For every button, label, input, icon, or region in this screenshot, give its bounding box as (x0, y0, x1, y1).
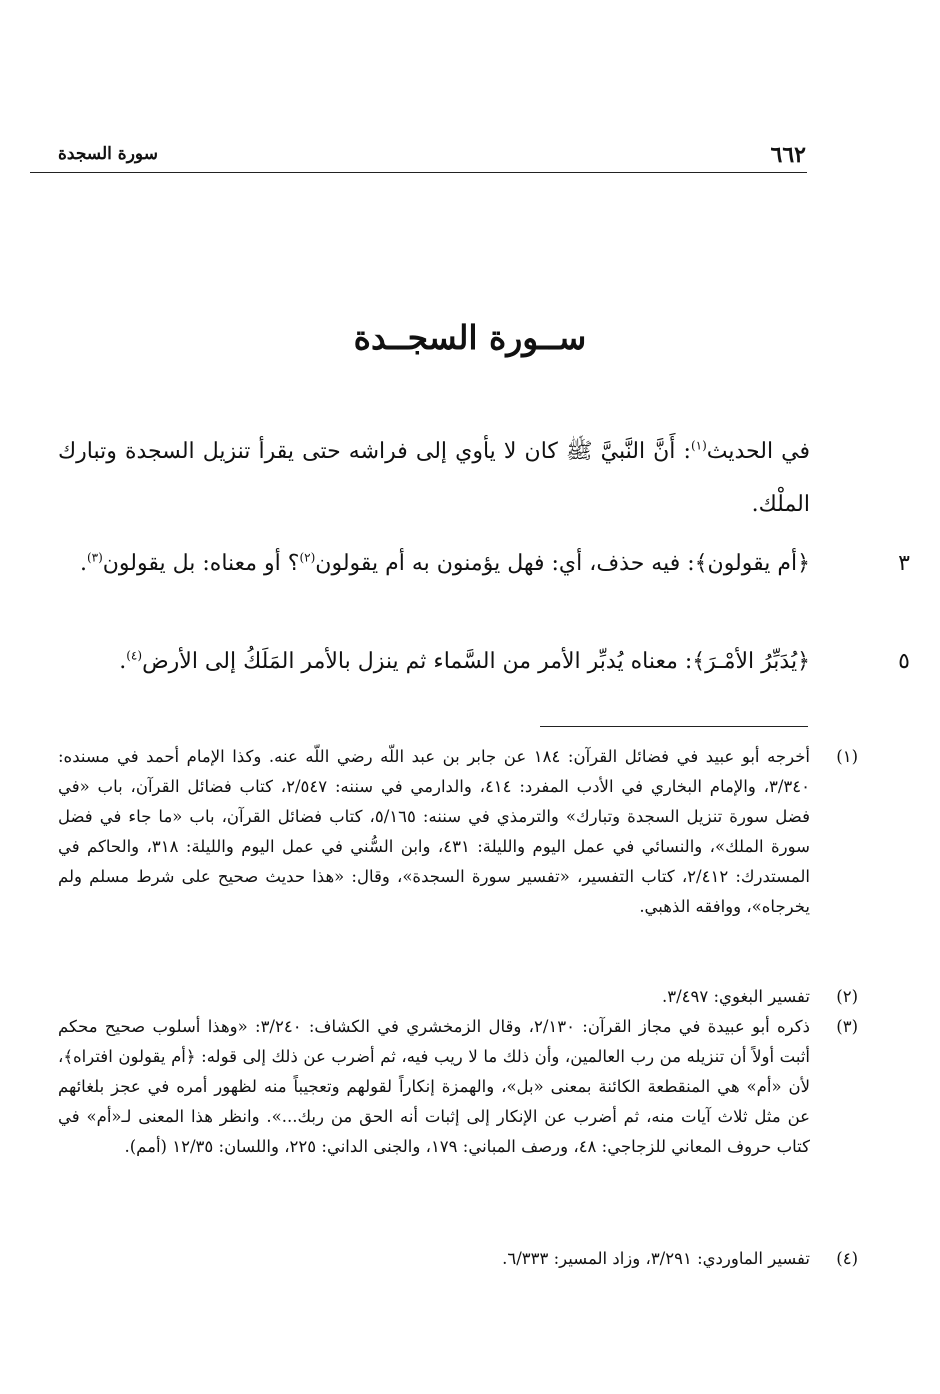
footnote-4 (58, 1244, 858, 1274)
verse-text-end: . (79, 551, 87, 576)
running-title: سورة السجدة (58, 144, 158, 164)
page-header (58, 142, 806, 172)
verse-commentary-3 (58, 538, 910, 589)
footnote-3 (58, 1012, 858, 1162)
footnote-ref-2: (٢) (299, 550, 316, 565)
footnote-ref-1: (١) (690, 438, 707, 453)
verse-number: ٥ (898, 649, 910, 674)
footnote-mark: (٤) (836, 1249, 858, 1268)
footnote-text: تفسير البغوي: ٣/٤٩٧. (661, 987, 810, 1006)
footnote-text: أخرجه أبو عبيد في فضائل القرآن: ١٨٤ عن جابر بن عبد اللّه رضي اللّه عنه. وكذا الإمام أحمد في مسنده: ٣/٣٤٠، والإمام البخاري في الأدب المفرد: ٤١٤، والدارمي في سننه: ٢/٥٤٧، كتاب فضائل القرآن، باب «في فضل سورة تنزيل السجدة وتبارك» والترمذي في سننه: ٥/١٦٥، كتاب فضائل القرآن، باب «ما جاء في فضل سورة الملك»، والنسائي في عمل اليوم والليلة: ٤٣١، وابن السُّني في عمل اليوم والليلة: ٣١٨، والحاكم في المستدرك: ٢/٤١٢، كتاب التفسير، «تفسير سورة السجدة»، وقال: «هذا حديث صحيح على شرط مسلم ولم يخرجاه»، ووافقه الذهبي. (58, 747, 811, 916)
intro-paragraph (58, 425, 810, 531)
footnote-2 (58, 982, 858, 1012)
verse-commentary-5 (58, 636, 910, 687)
intro-text-cont: : أَنَّ النَّبيَّ ﷺ كان لا يأوي إلى فراشه حتى يقرأ تنزيل السجدة وتبارك الملْك. (58, 439, 810, 517)
page-number: ٦٦٢ (770, 142, 806, 168)
footnote-1 (58, 742, 858, 922)
footnote-separator (540, 726, 808, 727)
header-rule (30, 172, 807, 173)
footnote-text: تفسير الماوردي: ٣/٢٩١، وزاد المسير: ٦/٣٣٣. (502, 1249, 810, 1268)
verse-text: ﴿أم يقولون﴾: فيه حذف، أي: فهل يؤمنون به أم يقولون (315, 551, 810, 576)
footnote-text: ذكره أبو عبيدة في مجاز القرآن: ٢/١٣٠، وقال الزمخشري في الكشاف: ٣/٢٤٠: «وهذا أسلوب صحيح محكم أثبت أولاً أن تنزيله من رب العالمين، وأن ذلك ما لا ريب فيه، ثم أضرب عن ذلك إلى قوله: ﴿أم يقولون افتراه﴾، لأن «أم» هي المنقطعة الكائنة بمعنى «بل»، والهمزة إنكاراً لقولهم وتعجيباً منه لظهور أمره في عجز بلغائهم عن مثل ثلاث آيات منه، ثم أضرب عن الإنكار إلى إثبات أنه الحق من ربك...». وانظر هذا المعنى لـ«أم» في كتاب حروف المعاني للزجاجي: ٤٨، ورصف المباني: ١٧٩، والجنى الداني: ٢٢٥، واللسان: ١٢/٣٥ (أمم). (58, 1017, 810, 1156)
intro-text: في الحديث (706, 439, 811, 464)
verse-text-cont: ؟ أو معناه: بل يقولون (102, 551, 300, 576)
footnote-mark: (١) (836, 747, 858, 766)
footnote-ref-3: (٣) (86, 550, 103, 565)
footnote-mark: (٢) (836, 987, 858, 1006)
verse-text: ﴿يُدَبِّرُ الأمْـرَ﴾: معناه يُدبِّر الأمر من السَّماء ثم ينزل بالأمر المَلَكُ إلى الأرض (142, 649, 810, 674)
surah-title: ســورة السجــدة (353, 318, 587, 357)
footnote-mark: (٣) (836, 1017, 858, 1036)
footnote-ref-4: (٤) (126, 648, 143, 663)
verse-number: ٣ (898, 551, 910, 576)
verse-text-end: . (119, 649, 127, 674)
